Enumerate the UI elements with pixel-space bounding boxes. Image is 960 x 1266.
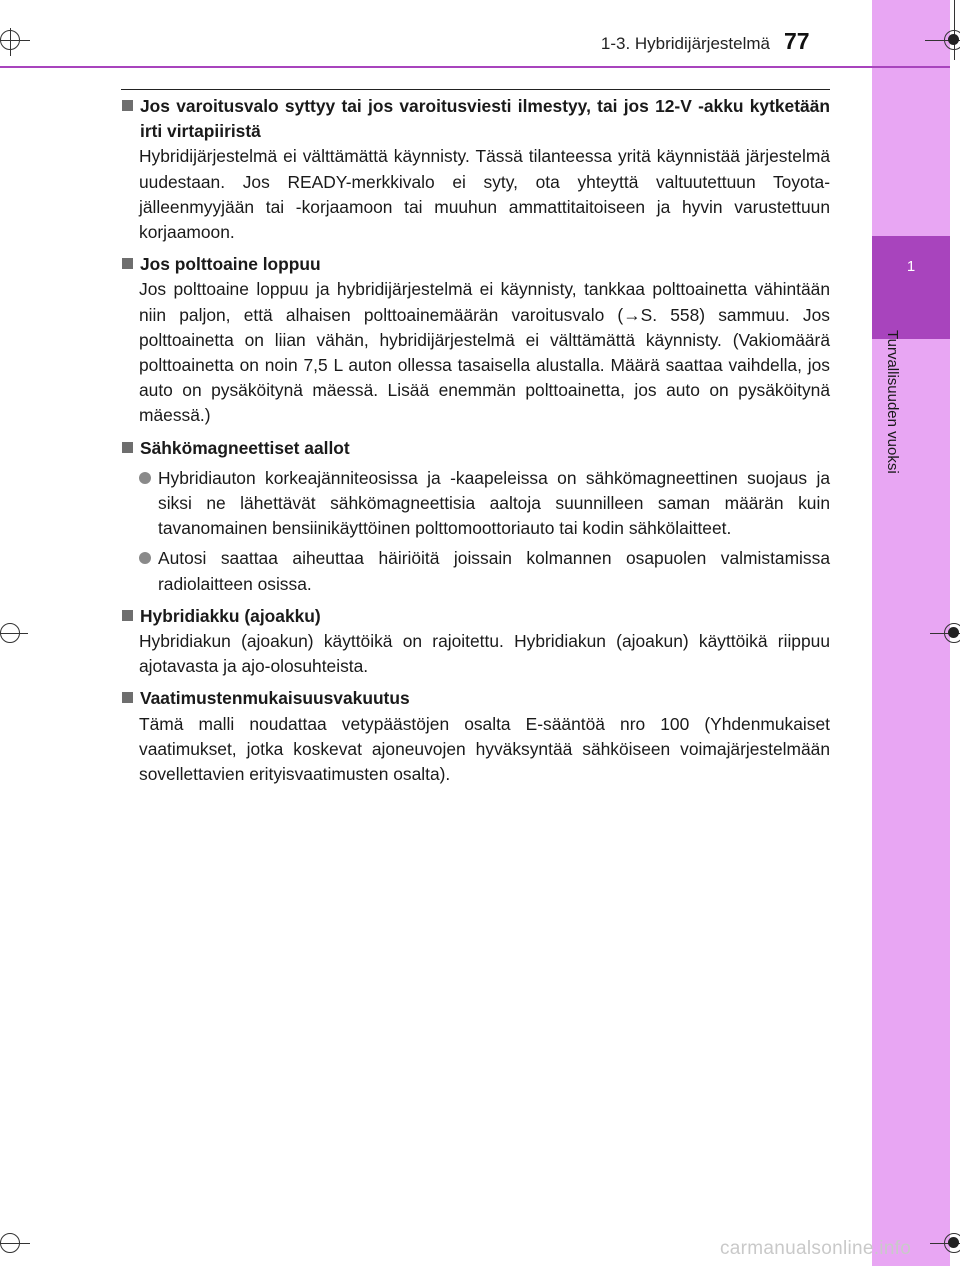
square-bullet-icon	[122, 100, 133, 111]
header-rule	[0, 66, 950, 68]
list-item: Autosi saattaa aiheuttaa häiriöitä joissain kolmannen osapuolen valmistamissa radiolaitteen osissa.	[139, 546, 830, 596]
section-heading: Jos varoitusvalo syttyy tai jos varoitusviesti ilmestyy, tai jos 12-V -akku kytketään irti virtapiiristä	[120, 94, 830, 144]
section-heading: Vaatimustenmukaisuusvakuutus	[120, 686, 830, 711]
section-declaration-of-conformity	[120, 686, 830, 787]
section-heading: Hybridiakku (ajoakku)	[120, 604, 830, 629]
chapter-number: 1	[906, 258, 916, 275]
section-text: Jos polttoaine loppuu ja hybridijärjestelmä ei käynnisty, tankkaa polttoainetta vähintään niin paljon, että alhaisen polttoainemäärän varoitusvalo (→S. 558) sammuu. Jos polttoainetta on liian vähän, hybridijärjestelmä ei välttämättä käynnisty. (Vakiomäärä polttoainetta on noin 7,5 L auton ollessa tasaisella alustalla. Määrä saattaa vaihdella, jos auto on pysäköitynä mäessä. Lisää enemmän polttoainetta, jos auto on pysäköitynä mäessä.)	[139, 279, 830, 426]
list-item: Hybridiauton korkeajänniteosissa ja -kaapeleissa on sähkömagneettinen suojaus ja siksi ne lähettävät sähkömagneettisia aaltoja suunnilleen saman määrän kuin tavanomainen bensiinikäyttöinen polttomoottoriauto tai kodin sähkölaitteet.	[139, 466, 830, 542]
side-tab-label: Turvallisuuden vuoksi	[884, 330, 901, 474]
section-fuel-runs-out	[120, 252, 830, 428]
page-number: 77	[784, 28, 810, 54]
square-bullet-icon	[122, 442, 133, 453]
square-bullet-icon	[122, 610, 133, 621]
circle-bullet-icon	[139, 472, 151, 484]
section-text: Hybridiakun (ajoakun) käyttöikä on rajoitettu. Hybridiakun (ajoakun) käyttöikä riippuu ajotavasta ja ajo-olosuhteista.	[139, 631, 830, 677]
section-heading: Sähkömagneettiset aallot	[120, 436, 830, 461]
watermark: carmanualsonline.info	[720, 1238, 912, 1259]
section-heading: Jos polttoaine loppuu	[120, 252, 830, 277]
section-electromagnetic-waves	[120, 436, 830, 597]
square-bullet-icon	[122, 692, 133, 703]
chapter-tab-active[interactable]	[872, 236, 950, 339]
main-content	[120, 94, 830, 794]
section-warning-light	[120, 94, 830, 245]
section-text: Tämä malli noudattaa vetypäästöjen osalta E-sääntöä nro 100 (Yhdenmukaiset vaatimukset, jotka koskevat ajoneuvojen hyväksyntää sähköiseen voimajärjestelmään sovellettavien erityisvaatimusten osalta).	[139, 713, 830, 785]
section-text: Hybridijärjestelmä ei välttämättä käynnisty. Tässä tilanteessa yritä käynnistää järjestelmä uudestaan. Jos READY-merkkivalo ei syty, ota yhteyttä valtuutettuun Toyota-jälleenmyyjään tai -korjaamoon tai muuhun ammattitaitoiseen ja hyvin varustettuun korjaamoon.	[139, 146, 830, 243]
section-hybrid-battery	[120, 604, 830, 680]
square-bullet-icon	[122, 258, 133, 269]
section-title: 1-3. Hybridijärjestelmä	[600, 34, 770, 53]
circle-bullet-icon	[139, 552, 151, 564]
content-top-rule	[121, 89, 830, 90]
